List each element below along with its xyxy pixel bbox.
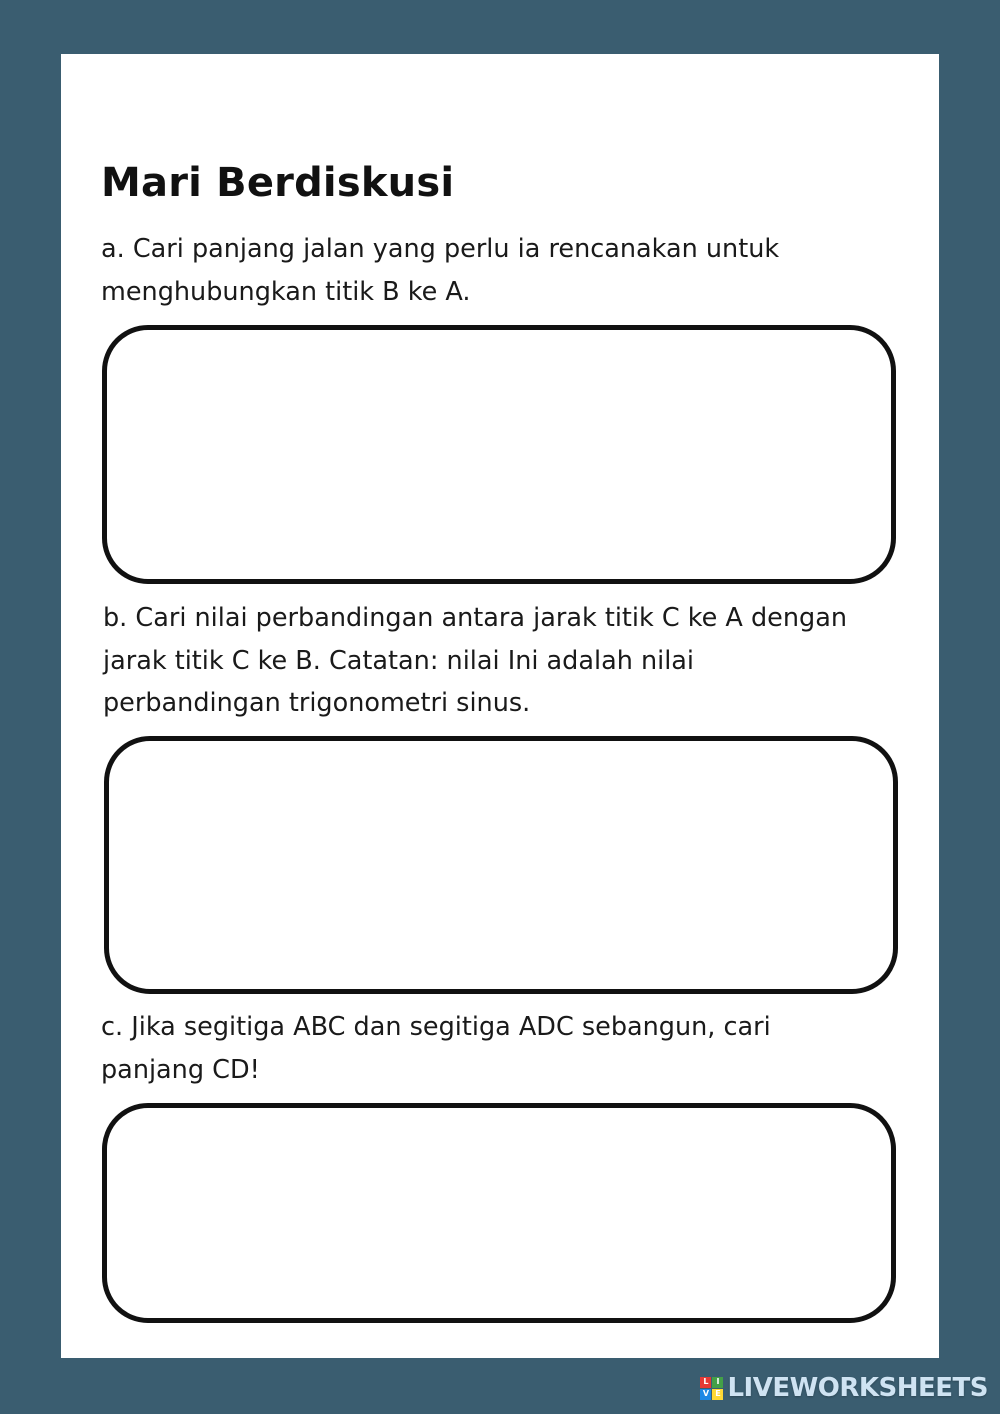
liveworksheets-logo-icon (700, 1377, 723, 1400)
liveworksheets-watermark (700, 1373, 988, 1403)
page-title: Mari Berdiskusi (101, 160, 455, 206)
answer-box-a[interactable] (102, 325, 896, 584)
logo-cell: V (700, 1389, 711, 1400)
question-b-text: b. Cari nilai perbandingan antara jarak titik C ke A dengan jarak titik C ke B. Catatan: nilai Ini adalah nilai perbandingan trigonometri sinus. (103, 603, 847, 718)
answer-box-c[interactable] (102, 1103, 896, 1323)
answer-box-b[interactable] (104, 736, 898, 994)
logo-cell: E (712, 1389, 723, 1400)
question-a-text: a. Cari panjang jalan yang perlu ia rencanakan untuk menghubungkan titik B ke A. (101, 234, 780, 307)
watermark-text: LIVEWORKSHEETS (727, 1373, 988, 1403)
logo-cell: L (700, 1377, 711, 1388)
logo-cell: I (712, 1377, 723, 1388)
question-c-text: c. Jika segitiga ABC dan segitiga ADC sebangun, cari panjang CD! (101, 1012, 771, 1085)
